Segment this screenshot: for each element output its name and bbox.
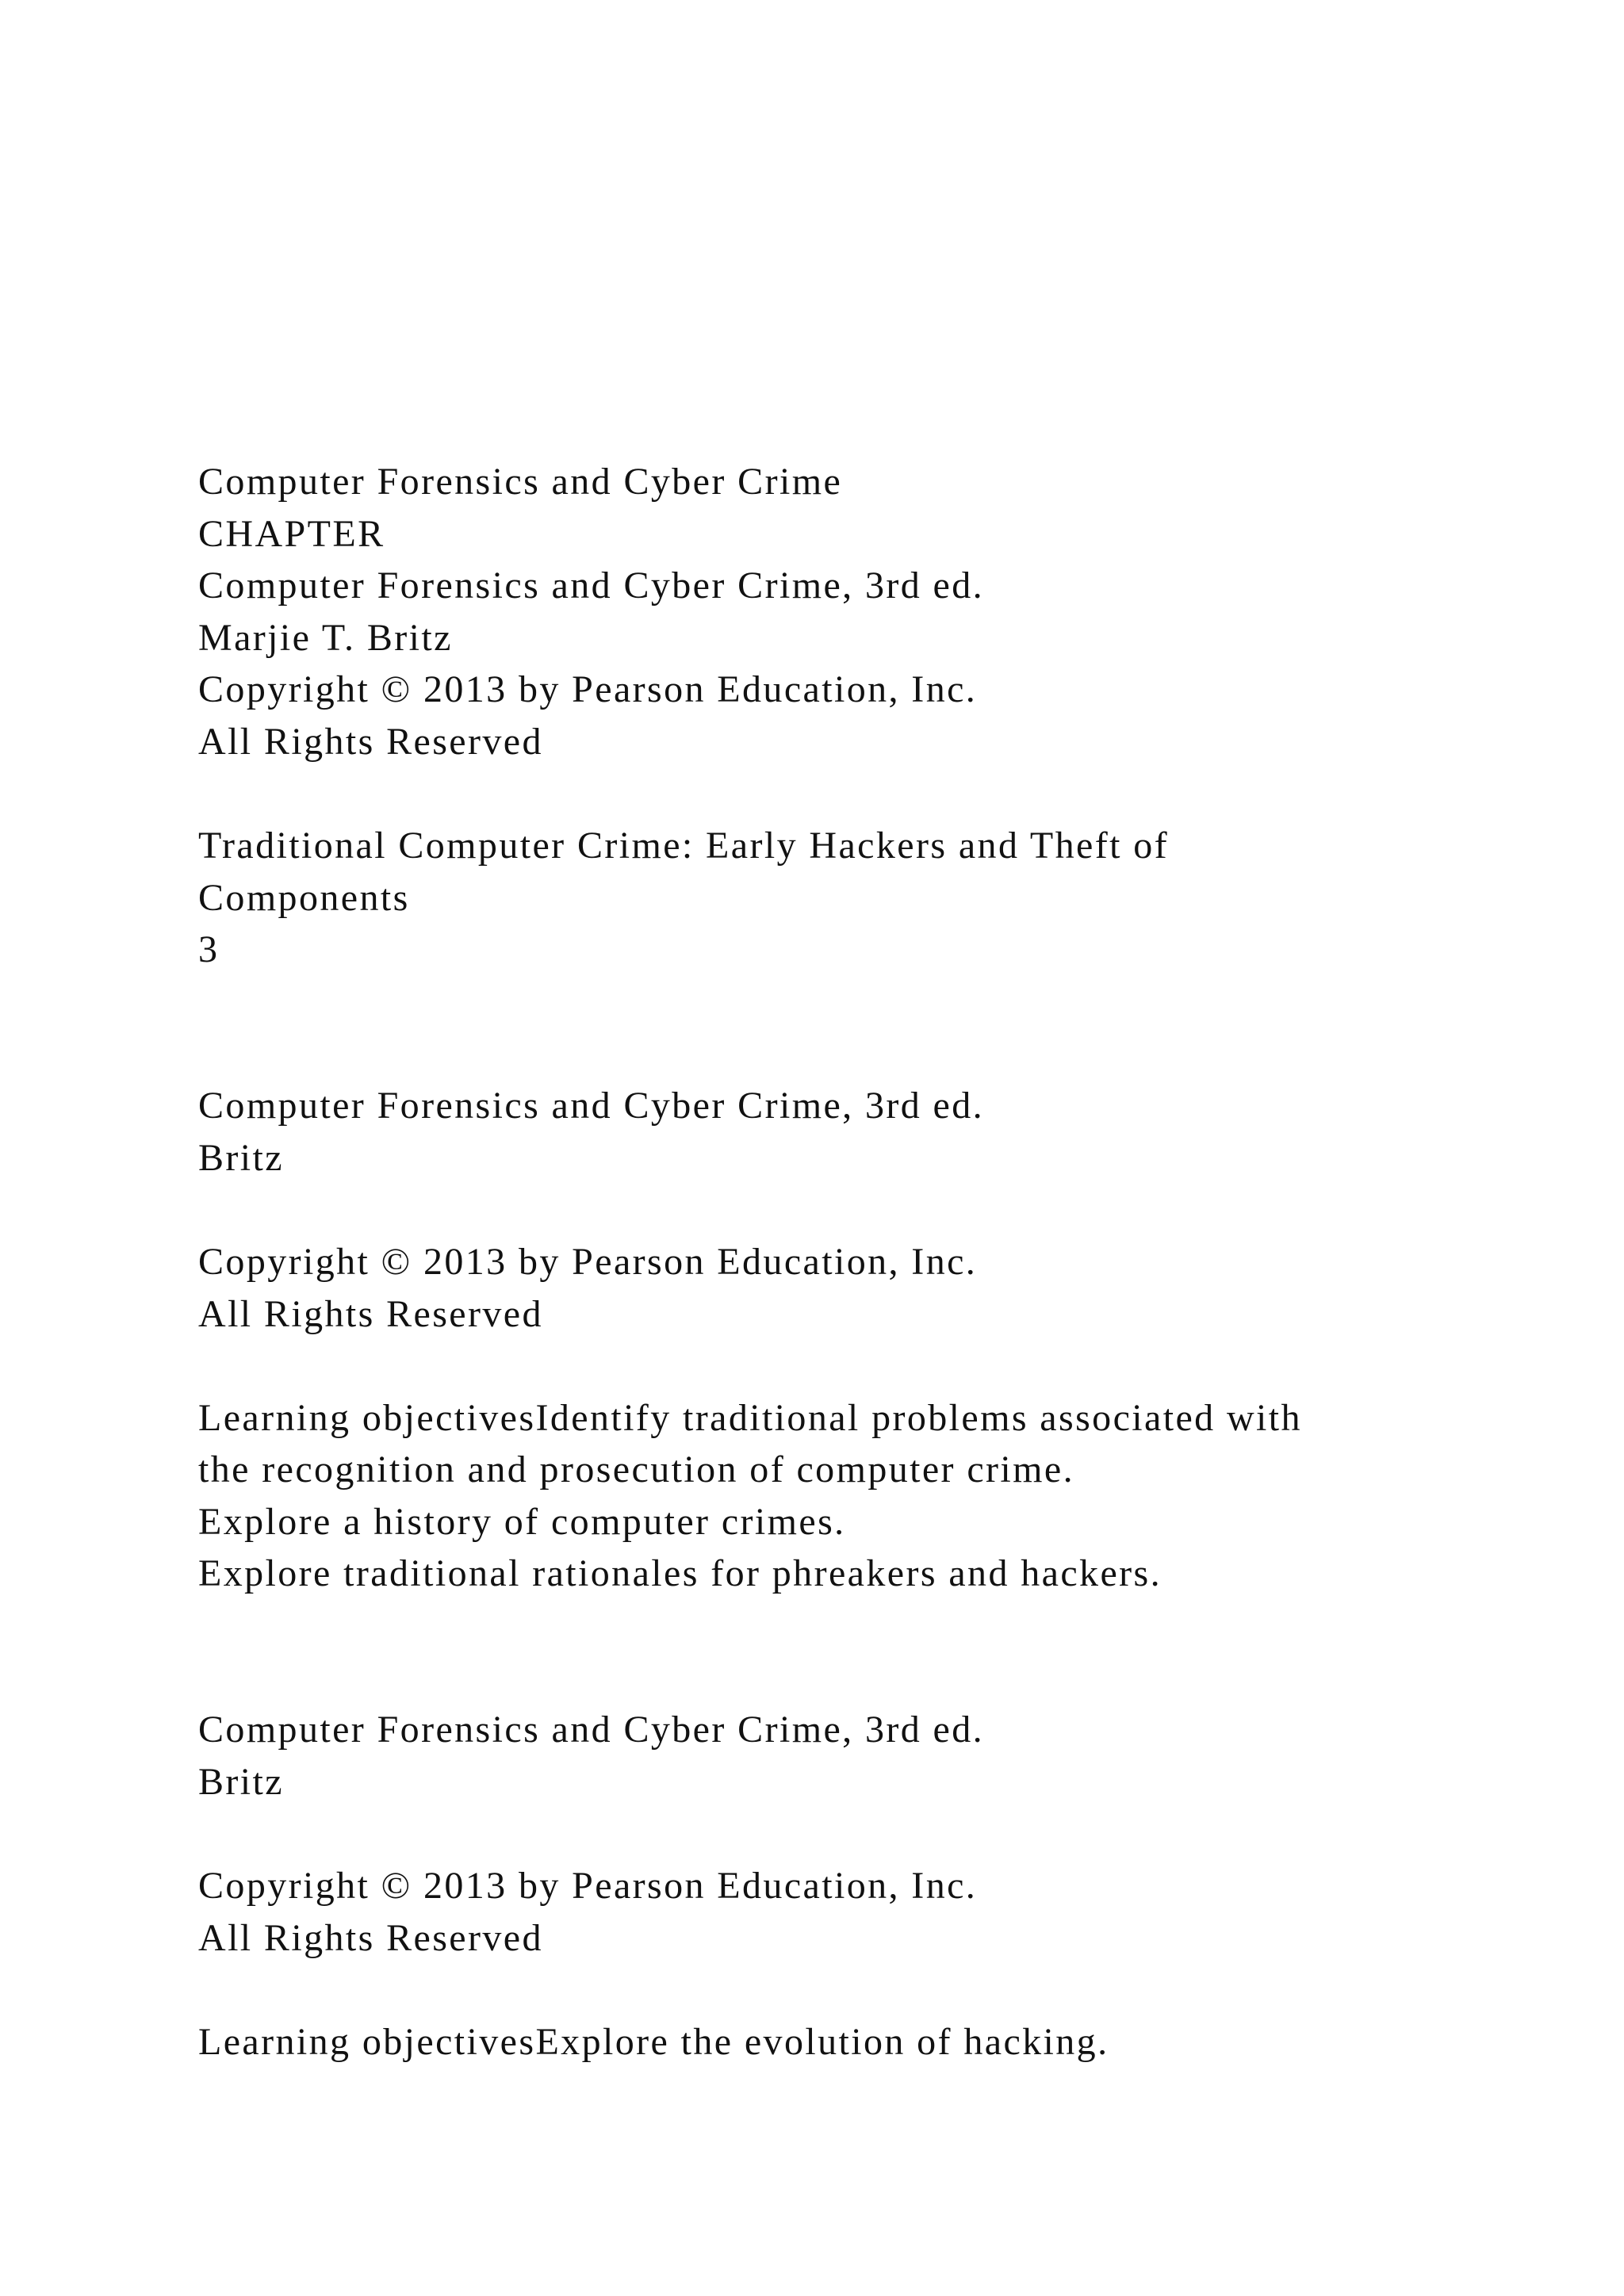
- rights-line-3: All Rights Reserved: [198, 1916, 543, 1959]
- chapter-title-line-2: Components: [198, 876, 410, 919]
- edition-line-2: Computer Forensics and Cyber Crime, 3rd ed.: [198, 1085, 985, 1127]
- blank-line: [198, 1028, 1546, 1081]
- blank-line: [198, 976, 1546, 1028]
- copyright-line-2: Copyright © 2013 by Pearson Education, Inc.: [198, 1240, 978, 1283]
- blank-line: [198, 1964, 1546, 2016]
- chapter-number-line: 3: [198, 928, 220, 971]
- blank-line: [198, 1184, 1546, 1236]
- edition-line: Computer Forensics and Cyber Crime, 3rd ed.: [198, 564, 985, 607]
- author-line: Marjie T. Britz: [198, 616, 453, 659]
- rights-line-2: All Rights Reserved: [198, 1292, 543, 1335]
- learning-objectives-line-5: Learning objectivesExplore the evolution of hacking.: [198, 2020, 1109, 2063]
- learning-objectives-line-1: Learning objectivesIdentify traditional problems associated with: [198, 1396, 1302, 1439]
- blank-line: [198, 1340, 1546, 1392]
- learning-objectives-line-4: Explore traditional rationales for phreakers and hackers.: [198, 1552, 1162, 1595]
- rights-line: All Rights Reserved: [198, 720, 543, 763]
- blank-line: [198, 1600, 1546, 1652]
- author-short-line: Britz: [198, 1136, 284, 1179]
- chapter-title-line-1: Traditional Computer Crime: Early Hackers and Theft of: [198, 825, 1170, 867]
- copyright-line-3: Copyright © 2013 by Pearson Education, Inc.: [198, 1865, 978, 1908]
- learning-objectives-line-2: the recognition and prosecution of computer crime.: [198, 1448, 1075, 1491]
- document-text-block: [198, 456, 1546, 2068]
- author-short-line-2: Britz: [198, 1760, 284, 1803]
- chapter-label-line: CHAPTER: [198, 512, 385, 555]
- blank-line: [198, 1652, 1546, 1705]
- blank-line: [198, 768, 1546, 821]
- learning-objectives-line-3: Explore a history of computer crimes.: [198, 1500, 846, 1543]
- book-title-line: Computer Forensics and Cyber Crime: [198, 461, 843, 503]
- blank-line: [198, 1808, 1546, 1860]
- copyright-line: Copyright © 2013 by Pearson Education, Inc.: [198, 668, 978, 711]
- edition-line-3: Computer Forensics and Cyber Crime, 3rd ed.: [198, 1709, 985, 1751]
